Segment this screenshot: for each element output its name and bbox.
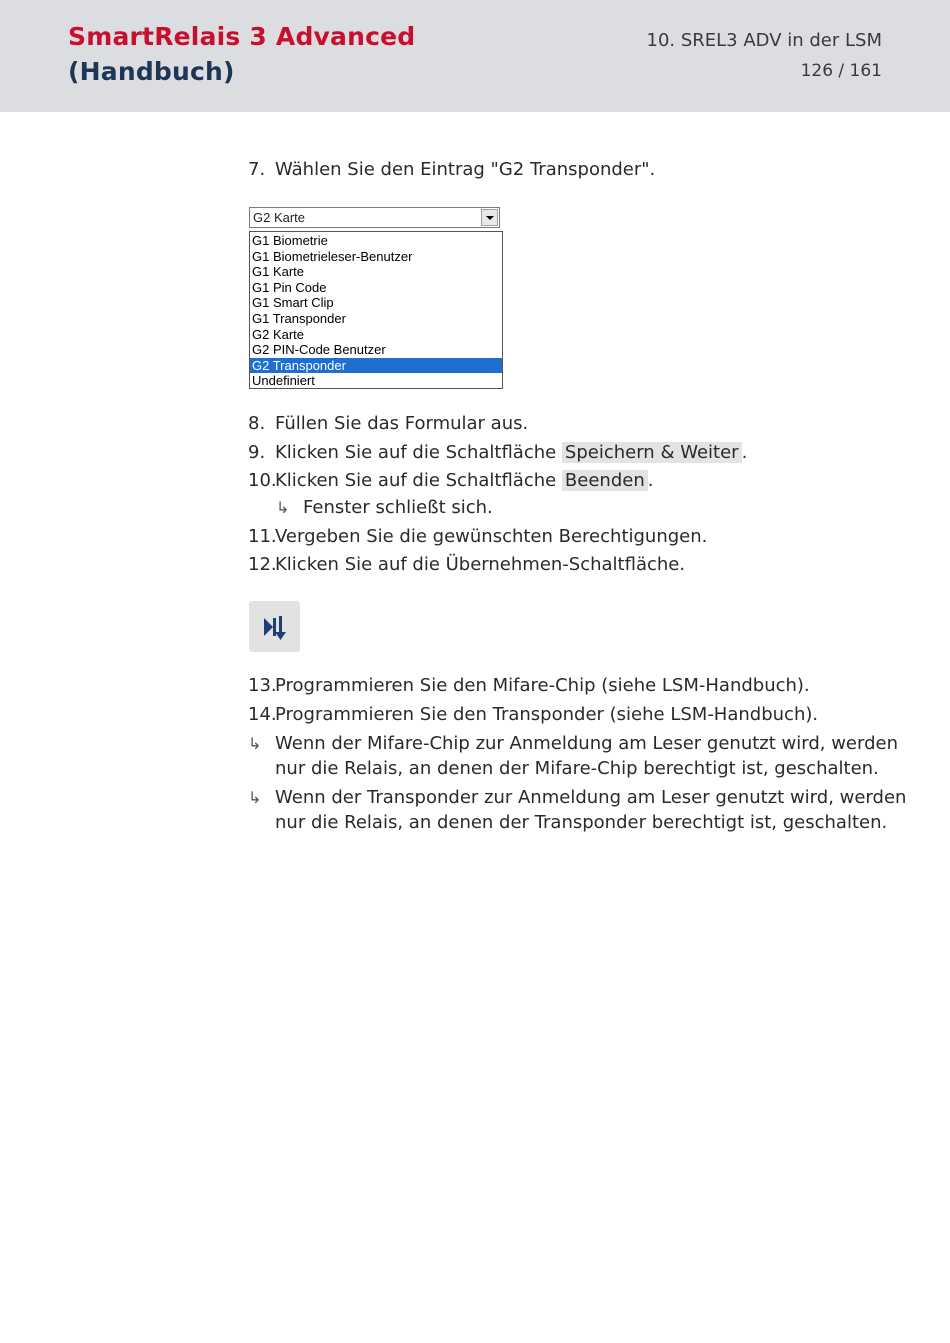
chevron-down-icon[interactable] (481, 209, 498, 226)
option-g1-pin-code[interactable]: G1 Pin Code (252, 279, 327, 295)
option-g1-karte[interactable]: G1 Karte (252, 264, 305, 280)
result-text: Fenster schließt sich. (303, 497, 493, 518)
type-combobox[interactable] (249, 207, 500, 228)
option-g1-transponder[interactable]: G1 Transponder (252, 311, 346, 326)
step-number: 8. (248, 413, 266, 434)
type-options-list[interactable] (249, 231, 503, 389)
step-text: Wählen Sie den Eintrag "G2 Transponder". (275, 159, 656, 180)
result-text-line: Wenn der Mifare-Chip zur Anmeldung am Leser genutzt wird, werden (275, 733, 898, 754)
step-text: Klicken Sie auf die Übernehmen-Schaltfläche. (275, 554, 686, 575)
option-g2-pin-code-benutzer[interactable]: G2 PIN-Code Benutzer (252, 342, 386, 358)
apply-button[interactable] (249, 601, 300, 652)
save-continue-button-ref: Speichern & Weiter (562, 442, 742, 463)
result-arrow-icon: ↳ (276, 498, 290, 517)
step-number: 13. (248, 675, 277, 696)
step-number: 12. (248, 554, 277, 575)
apply-arrow-down-icon (249, 601, 300, 652)
manual-title: SmartRelais 3 Advanced (68, 22, 416, 51)
step-text: Programmieren Sie den Transponder (siehe LSM-Handbuch). (275, 704, 819, 725)
option-g2-transponder[interactable]: G2 Transponder (250, 358, 502, 374)
step-number: 9. (248, 442, 266, 463)
manual-subtitle: (Handbuch) (68, 57, 235, 86)
option-undefiniert[interactable]: Undefiniert (252, 373, 315, 389)
finish-button-ref: Beenden (562, 470, 648, 491)
result-arrow-icon: ↳ (248, 734, 262, 753)
step-number: 10. (248, 470, 277, 491)
chapter-title: 10. SREL3 ADV in der LSM (646, 30, 882, 51)
step-text: Vergeben Sie die gewünschten Berechtigungen. (275, 526, 708, 547)
result-arrow-icon: ↳ (248, 788, 262, 807)
option-g1-biometrieleser-benutzer[interactable]: G1 Biometrieleser-Benutzer (252, 248, 413, 264)
step-text-post: . (647, 470, 654, 491)
option-g2-karte[interactable]: G2 Karte (252, 326, 305, 342)
step-text-pre: Klicken Sie auf die Schaltfläche (275, 470, 562, 491)
step-text: Programmieren Sie den Mifare-Chip (siehe LSM-Handbuch). (275, 675, 810, 696)
option-g1-smart-clip[interactable]: G1 Smart Clip (252, 295, 334, 311)
page-number: 126 / 161 (800, 61, 882, 81)
result-text-line: Wenn der Transponder zur Anmeldung am Leser genutzt wird, werden (275, 787, 907, 808)
combobox-value: G2 Karte (253, 210, 306, 225)
step-number: 11. (248, 526, 277, 547)
option-g1-biometrie[interactable]: G1 Biometrie (252, 233, 328, 248)
result-text-line: nur die Relais, an denen der Mifare-Chip berechtigt ist, geschalten. (275, 758, 879, 779)
step-text-pre: Klicken Sie auf die Schaltfläche (275, 442, 562, 463)
page-header (0, 0, 950, 112)
step-text (275, 468, 653, 494)
step-text (275, 440, 747, 466)
step-text: Füllen Sie das Formular aus. (275, 413, 529, 434)
step-text-post: . (741, 442, 748, 463)
step-number: 14. (248, 704, 277, 725)
step-number: 7. (248, 159, 266, 180)
result-text-line: nur die Relais, an denen der Transponder berechtigt ist, geschalten. (275, 812, 888, 833)
